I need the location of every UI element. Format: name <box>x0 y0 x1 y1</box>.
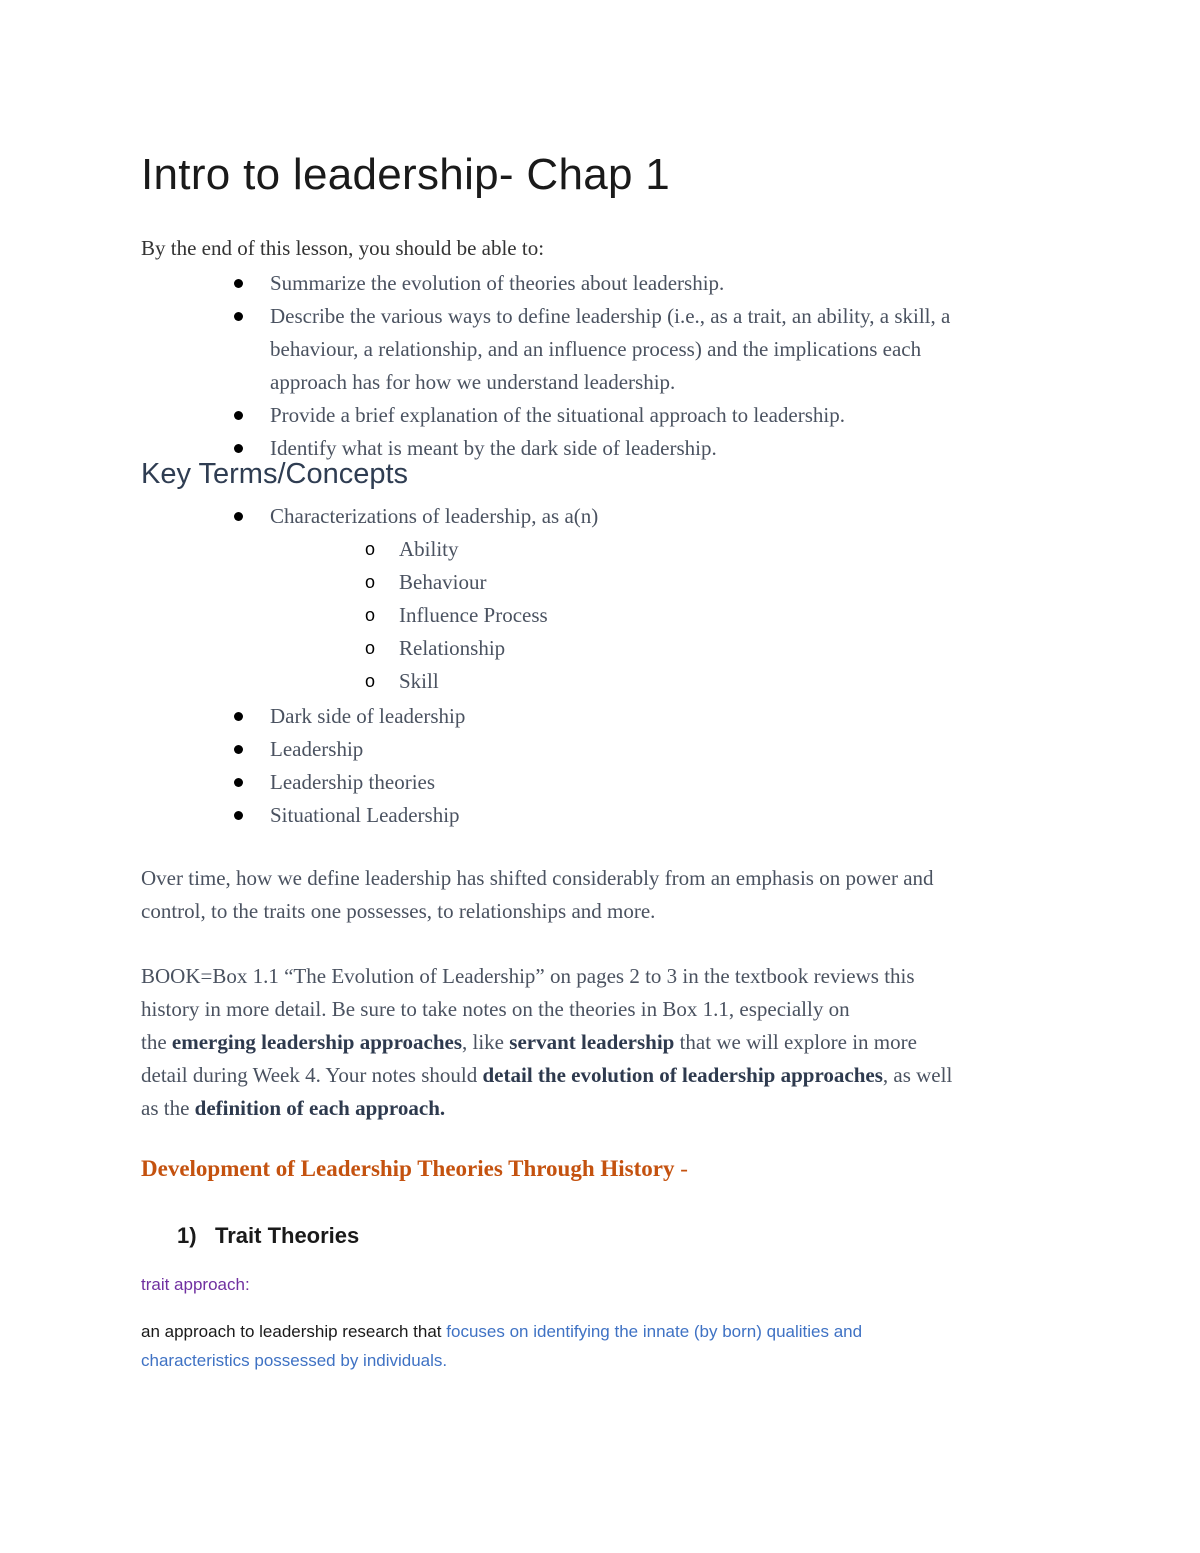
circle-bullet-icon: o <box>365 638 376 658</box>
list-item: o Behaviour <box>141 566 1061 599</box>
circle-bullet-icon: o <box>365 605 376 625</box>
bullet-icon <box>234 811 243 820</box>
list-item: Provide a brief explanation of the situational approach to leadership. <box>141 399 1061 432</box>
bullet-icon <box>234 411 243 420</box>
list-item: Describe the various ways to define leadership (i.e., as a trait, an ability, a skill, a behaviour, a relationship, and an influence process) and the implications each approach has for how we understand leadership. <box>141 300 1061 399</box>
key-terms-heading: Key Terms/Concepts <box>141 458 409 490</box>
bullet-icon <box>234 745 243 754</box>
key-terms-list <box>141 500 1061 832</box>
bullet-icon <box>234 444 243 453</box>
list-item: o Relationship <box>141 632 1061 665</box>
bullet-icon <box>234 712 243 721</box>
list-item: o Ability <box>141 533 1061 566</box>
list-item: o Influence Process <box>141 599 1061 632</box>
bullet-icon <box>234 778 243 787</box>
intro-text: By the end of this lesson, you should be able to: <box>141 236 545 260</box>
bullet-icon <box>234 279 243 288</box>
circle-bullet-icon: o <box>365 572 376 592</box>
list-item: Leadership theories <box>141 766 1061 799</box>
list-item: Characterizations of leadership, as a(n) <box>141 500 1061 533</box>
objectives-list <box>141 267 1061 465</box>
book-paragraph: BOOK=Box 1.1 “The Evolution of Leadership” on pages 2 to 3 in the textbook reviews this history in more detail. Be sure to take notes on the theories in Box 1.1, especially on the emerging leadership approaches, like servant leadership that we will explore in more detail during Week 4. Your notes should detail the evolution of leadership approaches, as well as the definition of each approach. <box>141 964 953 1120</box>
term-definition: an approach to leadership research that focuses on identifying the innate (by born) qualities and characteristics possessed by individuals. <box>141 1322 863 1370</box>
overview-paragraph: Over time, how we define leadership has shifted considerably from an emphasis on power and control, to the traits one possesses, to relationships and more. <box>141 866 934 923</box>
page-title: Intro to leadership- Chap 1 <box>141 150 671 199</box>
list-item: Identify what is meant by the dark side of leadership. <box>141 432 1061 465</box>
term-label: trait approach: <box>141 1275 250 1294</box>
list-item: Dark side of leadership <box>141 700 1061 733</box>
circle-bullet-icon: o <box>365 671 376 691</box>
bullet-icon <box>234 312 243 321</box>
subsection-heading: 1) Trait Theories <box>177 1223 360 1248</box>
section-heading: Development of Leadership Theories Through History - <box>141 1156 688 1181</box>
list-item: o Skill <box>141 665 1061 698</box>
list-item: Situational Leadership <box>141 799 1061 832</box>
list-item: Summarize the evolution of theories about leadership. <box>141 267 1061 300</box>
circle-bullet-icon: o <box>365 539 376 559</box>
bullet-icon <box>234 512 243 521</box>
list-item: Leadership <box>141 733 1061 766</box>
